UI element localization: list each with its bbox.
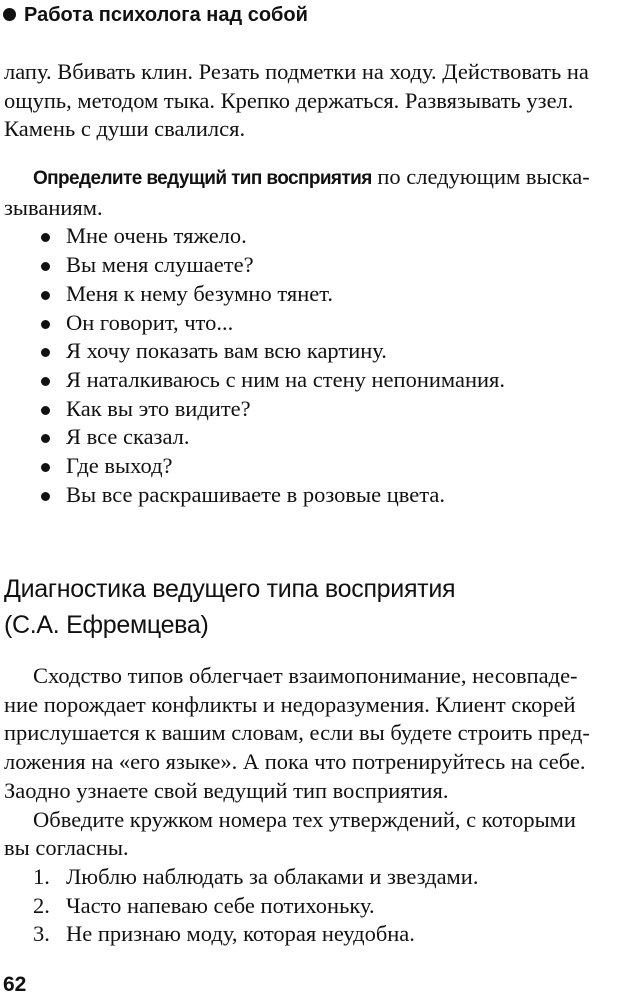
bullet-icon bbox=[41, 463, 50, 472]
statement-text: Я наталкиваюсь с ним на стену непонимания. bbox=[66, 366, 506, 392]
statement-text: Я все сказал. bbox=[66, 424, 190, 450]
item-number: 3. bbox=[33, 921, 50, 947]
bullet-icon bbox=[41, 291, 50, 300]
bullet-icon bbox=[41, 348, 50, 357]
paragraph-line: ние порождает конфликты и недоразумения. Клиент скорей bbox=[4, 691, 576, 717]
intro-line: ощупь, методом тыка. Крепко держаться. Развязывать узел. bbox=[4, 87, 574, 113]
bullet-icon bbox=[41, 262, 50, 271]
bullet-icon bbox=[3, 8, 16, 21]
list-item bbox=[4, 280, 616, 309]
paragraph-line: Сходство типов облегчает взаимопонимание, несовпаде- bbox=[33, 663, 578, 688]
instruction-line: вы согласны. bbox=[4, 835, 129, 861]
statement-text: Вы меня слушаете? bbox=[66, 252, 254, 278]
paragraph-line: Заодно узнаете свой ведущий тип восприятия. bbox=[4, 777, 449, 803]
intro-line: лапу. Вбивать клин. Резать подметки на ходу. Действовать на bbox=[4, 59, 589, 84]
statement-list bbox=[4, 222, 616, 509]
list-item bbox=[4, 863, 616, 892]
paragraph-line: прислушается к вашим словам, если вы будете строить пред- bbox=[4, 720, 590, 746]
task-lead-bold: Определите ведущий тип восприятия bbox=[33, 168, 372, 189]
list-item bbox=[4, 337, 616, 366]
statement-text: Вы все раскрашиваете в розовые цвета. bbox=[66, 481, 445, 507]
running-head bbox=[3, 3, 308, 27]
bullet-icon bbox=[41, 492, 50, 501]
item-text: Часто напеваю себе потихоньку. bbox=[66, 892, 375, 918]
item-number: 2. bbox=[33, 892, 50, 918]
instruction-line: Обведите кружком номера тех утверждений, с которыми bbox=[33, 806, 576, 832]
section-heading bbox=[4, 571, 616, 643]
bullet-icon bbox=[41, 406, 50, 415]
task-section bbox=[4, 163, 616, 509]
list-item bbox=[4, 309, 616, 338]
list-item bbox=[4, 366, 616, 395]
item-text: Люблю наблюдать за облаками и звездами. bbox=[66, 863, 479, 889]
running-head-text: Работа психолога над собой bbox=[24, 4, 308, 26]
numbered-list bbox=[4, 863, 616, 949]
statement-text: Мне очень тяжело. bbox=[66, 223, 247, 249]
list-item bbox=[4, 481, 616, 510]
list-item bbox=[4, 423, 616, 452]
bullet-icon bbox=[41, 233, 50, 242]
statement-text: Меня к нему безумно тянет. bbox=[66, 280, 334, 306]
list-item bbox=[4, 892, 616, 921]
list-item bbox=[4, 251, 616, 280]
task-lead-cont: зываниям. bbox=[4, 194, 103, 220]
bullet-icon bbox=[41, 377, 50, 386]
statement-text: Как вы это видите? bbox=[66, 395, 251, 421]
page-number: 62 bbox=[3, 973, 27, 996]
paragraph-line: ложения на «его языке». А пока что потренируйтесь на себе. bbox=[4, 749, 586, 775]
statement-text: Я хочу показать вам всю картину. bbox=[66, 338, 387, 364]
list-item bbox=[4, 452, 616, 481]
intro-paragraph bbox=[4, 58, 616, 144]
list-item bbox=[4, 222, 616, 251]
task-lead bbox=[4, 163, 616, 194]
task-lead-rest: по следующим выска- bbox=[371, 164, 590, 189]
item-number: 1. bbox=[33, 863, 50, 889]
bullet-icon bbox=[41, 434, 50, 443]
item-text: Не признаю моду, которая неудобна. bbox=[66, 921, 415, 947]
list-item bbox=[4, 395, 616, 424]
section-heading-line: (С.А. Ефремцева) bbox=[4, 611, 209, 639]
diagnostic-section bbox=[4, 662, 616, 949]
section-heading-line: Диагностика ведущего типа восприятия bbox=[4, 575, 456, 603]
bullet-icon bbox=[41, 320, 50, 329]
list-item bbox=[4, 920, 616, 949]
statement-text: Он говорит, что... bbox=[66, 309, 234, 335]
statement-text: Где выход? bbox=[66, 453, 173, 479]
intro-line: Камень с души свалился. bbox=[4, 116, 246, 142]
